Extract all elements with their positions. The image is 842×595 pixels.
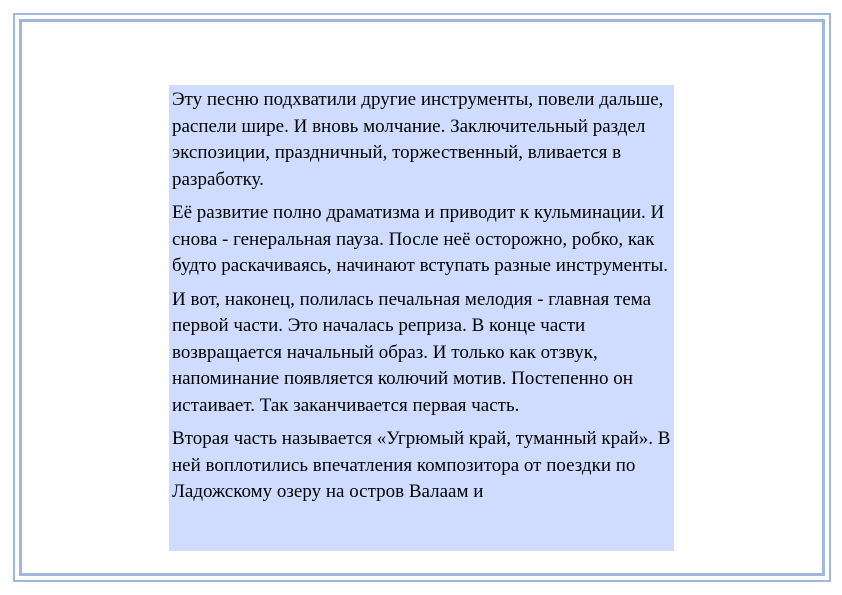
paragraph-4: Вторая часть называется «Угрюмый край, туманный край». В ней воплотились впечатления композитора от поездки по Ладожскому озеру на остров Валаам и	[172, 428, 671, 502]
paragraph-3: И вот, наконец, полилась печальная мелодия - главная тема первой части. Это началась реприза. В конце части возвращается начальный образ. И только как отзвук, напоминание появляется колючий мотив. Постепенно он истаивает. Так заканчивается первая часть.	[172, 288, 652, 416]
text-block	[169, 85, 674, 551]
paragraph-1: Эту песню подхватили другие инструменты, повели дальше, распели шире. И вновь молчание. Заключительный раздел экспозиции, праздничный, торжественный, вливается в разработку.	[172, 89, 664, 190]
paragraph-2: Её развитие полно драматизма и приводит к кульминации. И снова - генеральная пауза. После неё осторожно, робко, как будто раскачиваясь, начинают вступать разные инструменты.	[172, 202, 669, 276]
